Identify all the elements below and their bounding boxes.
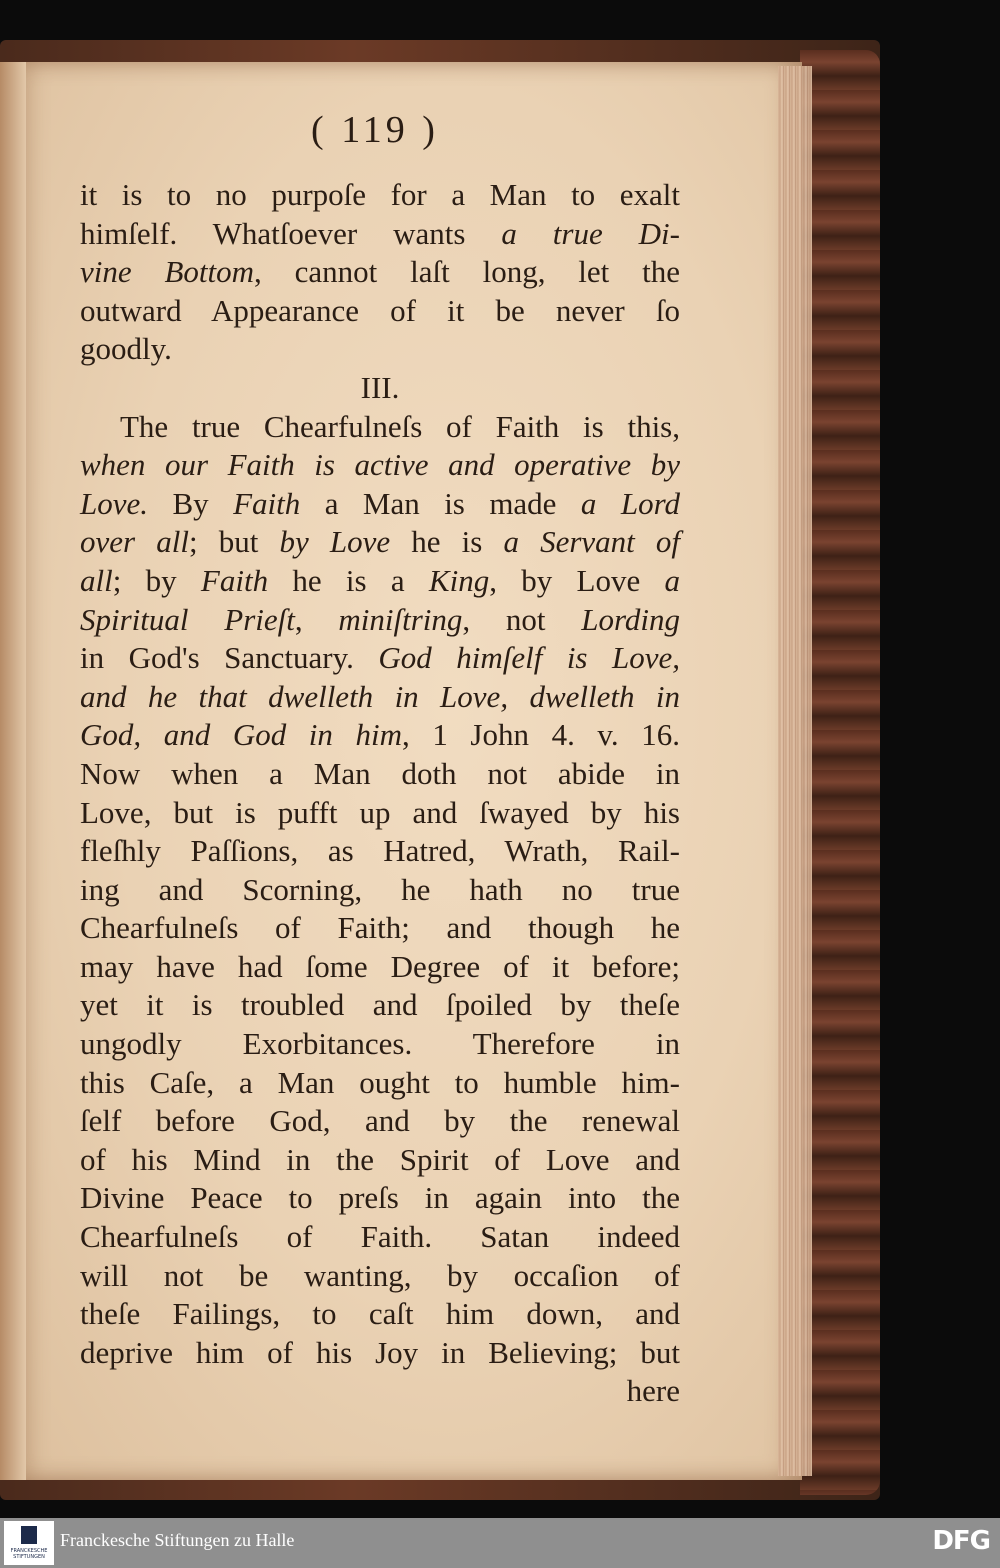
- gutter-fold: [0, 62, 26, 1480]
- text-line: Spiritual Prieſt, miniſtring, not Lording: [80, 601, 680, 637]
- text-line: Chearfulneſs of Faith. Satan indeed: [80, 1219, 680, 1255]
- text-line: ſelf before God, and by the renewal: [80, 1103, 680, 1139]
- text-line: God, and God in him, 1 John 4. v. 16.: [80, 717, 680, 753]
- text-line: outward Appearance of it be never ſo: [80, 292, 680, 328]
- text-line: of his Mind in the Spirit of Love and: [80, 1141, 680, 1177]
- text-line: over all; but by Love he is a Servant of: [80, 524, 681, 560]
- text-line: may have had ſome Degree of it before;: [80, 948, 680, 984]
- dfg-logo: DFG: [932, 1526, 990, 1556]
- text-line: will not be wanting, by occaſion of: [80, 1257, 680, 1293]
- text-line: ing and Scorning, he hath no true: [80, 871, 680, 907]
- text-line: goodly.: [80, 331, 172, 367]
- text-line: when our Faith is active and operative by: [80, 447, 680, 483]
- text-line: fleſhly Paſſions, as Hatred, Wrath, Rail-: [80, 833, 680, 869]
- institution-logo-icon: [21, 1526, 37, 1544]
- text-line: all; by Faith he is a King, by Love a: [80, 562, 680, 598]
- page-edges: [778, 66, 812, 1476]
- page-number: ( 119 ): [311, 109, 439, 151]
- institution-logo: [4, 1521, 54, 1565]
- text-line: vine Bottom, cannot laſt long, let the: [80, 254, 681, 290]
- book-edge: [800, 50, 880, 1495]
- text-line: and he that dwelleth in Love, dwelleth in: [80, 678, 680, 714]
- text-line: Chearfulneſs of Faith; and though he: [80, 910, 680, 946]
- text-line: here: [626, 1373, 680, 1409]
- text-line: in God's Sanctuary. God himſelf is Love,: [80, 640, 681, 676]
- text-line: deprive him of his Joy in Believing; but: [80, 1334, 680, 1370]
- text-line: it is to no purpoſe for a Man to exalt: [80, 177, 680, 212]
- text-line: Now when a Man doth not abide in: [80, 755, 680, 791]
- text-line: this Caſe, a Man ought to humble him-: [80, 1064, 680, 1100]
- text-line: The true Chearfulneſs of Faith is this,: [120, 408, 680, 444]
- text-line: III.: [360, 369, 400, 405]
- institution-logo-label: FRANCKESCHE STIFTUNGEN: [10, 1548, 48, 1560]
- viewer-footer: [0, 1518, 1000, 1568]
- page-text: [80, 114, 680, 1411]
- text-line: himſelf. Whatſoever wants a true Di-: [80, 215, 680, 251]
- text-line: theſe Failings, to caſt him down, and: [80, 1296, 680, 1332]
- institution-name: Franckesche Stiftungen zu Halle: [60, 1530, 295, 1550]
- text-line: Divine Peace to preſs in again into the: [80, 1180, 680, 1216]
- text-line: Love, but is pufft up and ſwayed by his: [80, 794, 680, 830]
- text-line: yet it is troubled and ſpoiled by theſe: [80, 987, 680, 1023]
- text-line: Love. By Faith a Man is made a Lord: [80, 485, 681, 521]
- text-line: ungodly Exorbitances. Therefore in: [80, 1026, 680, 1062]
